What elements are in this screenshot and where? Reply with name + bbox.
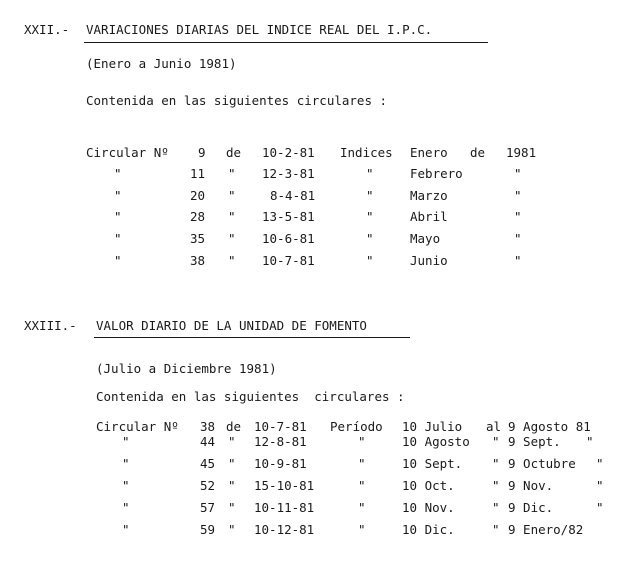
ditto-mark: " [228,478,236,493]
ditto-mark: " [228,434,236,449]
ditto-mark: " [228,253,236,268]
ditto-mark: " [514,209,522,224]
month: Junio [410,253,448,268]
period-start: 10 Agosto [402,434,470,449]
circular-number: 52 [200,478,216,493]
section1-title-underline [84,42,488,43]
period-start: 10 Dic. [402,522,455,537]
period-end: 9 Nov. [508,478,554,493]
circular-date: 10-12-81 [254,522,315,537]
ditto-mark: " [514,188,522,203]
ditto-mark: " [492,456,500,471]
month: Febrero [410,166,463,181]
period-end: 9 Agosto 81 [508,419,591,434]
al-word: al [486,419,502,434]
ditto-mark: " [114,188,122,203]
month: Mayo [410,231,441,246]
section1-period: (Enero a Junio 1981) [86,56,237,71]
ditto-mark: " [492,478,500,493]
period-start: 10 Nov. [402,500,455,515]
ditto-mark: " [228,188,236,203]
circular-date: 13-5-81 [262,209,315,224]
circular-date: 15-10-81 [254,478,315,493]
circular-number: 9 [198,145,206,160]
circular-label: Circular Nº [96,419,179,434]
periodo-label: Período [330,419,383,434]
circular-number: 44 [200,434,216,449]
circular-date: 10-7-81 [254,419,307,434]
ditto-mark: " [122,522,130,537]
circular-number: 38 [190,253,206,268]
year: 1981 [506,145,537,160]
ditto-mark: " [122,478,130,493]
indices-label: Indices [340,145,393,160]
ditto-mark: " [122,434,130,449]
ditto-mark: " [228,231,236,246]
de-word: de [470,145,486,160]
circular-date: 10-9-81 [254,456,307,471]
period-start: 10 Sept. [402,456,463,471]
ditto-mark: " [514,253,522,268]
ditto-mark: " [596,478,604,493]
ditto-mark: " [228,166,236,181]
ditto-mark: " [586,434,594,449]
circular-date: 10-2-81 [262,145,315,160]
ditto-mark: " [492,500,500,515]
period-start: 10 Julio [402,419,463,434]
ditto-mark: " [358,522,366,537]
period-end: 9 Dic. [508,500,554,515]
period-start: 10 Oct. [402,478,455,493]
ditto-mark: " [114,253,122,268]
circular-date: 12-8-81 [254,434,307,449]
ditto-mark: " [514,231,522,246]
ditto-mark: " [492,522,500,537]
month: Enero [410,145,448,160]
circular-number: 11 [190,166,206,181]
month: Abril [410,209,448,224]
period-end: 9 Octubre [508,456,576,471]
de-word: de [226,419,242,434]
circular-number: 28 [190,209,206,224]
section2-number: XXIII.- [24,318,77,333]
circular-number: 20 [190,188,206,203]
circular-number: 38 [200,419,216,434]
circular-date: 10-6-81 [262,231,315,246]
section1-number: XXII.- [24,22,70,37]
ditto-mark: " [514,166,522,181]
month: Marzo [410,188,448,203]
circular-date: 10-7-81 [262,253,315,268]
ditto-mark: " [358,434,366,449]
circular-number: 35 [190,231,206,246]
ditto-mark: " [358,500,366,515]
ditto-mark: " [596,500,604,515]
period-end: 9 Enero/82 [508,522,584,537]
circular-number: 59 [200,522,216,537]
circular-date: 8-4-81 [270,188,316,203]
ditto-mark: " [228,209,236,224]
ditto-mark: " [358,478,366,493]
section2-title: VALOR DIARIO DE LA UNIDAD DE FOMENTO [96,318,367,333]
ditto-mark: " [114,166,122,181]
circular-label: Circular Nº [86,145,169,160]
de-word: de [226,145,242,160]
ditto-mark: " [228,500,236,515]
ditto-mark: " [366,231,374,246]
circular-number: 57 [200,500,216,515]
ditto-mark: " [114,231,122,246]
ditto-mark: " [122,500,130,515]
section1-title: VARIACIONES DIARIAS DEL INDICE REAL DEL I.P.C. [86,22,433,37]
ditto-mark: " [366,188,374,203]
circular-date: 12-3-81 [262,166,315,181]
circular-number: 45 [200,456,216,471]
ditto-mark: " [114,209,122,224]
ditto-mark: " [366,166,374,181]
ditto-mark: " [366,209,374,224]
ditto-mark: " [596,456,604,471]
section2-title-underline [94,337,410,338]
ditto-mark: " [122,456,130,471]
circular-date: 10-11-81 [254,500,315,515]
ditto-mark: " [358,456,366,471]
section2-intro: Contenida en las siguientes circulares : [96,389,405,404]
ditto-mark: " [366,253,374,268]
section1-intro: Contenida en las siguientes circulares : [86,93,388,108]
ditto-mark: " [228,522,236,537]
period-end: 9 Sept. [508,434,561,449]
section2-period: (Julio a Diciembre 1981) [96,361,277,376]
ditto-mark: " [228,456,236,471]
ditto-mark: " [492,434,500,449]
